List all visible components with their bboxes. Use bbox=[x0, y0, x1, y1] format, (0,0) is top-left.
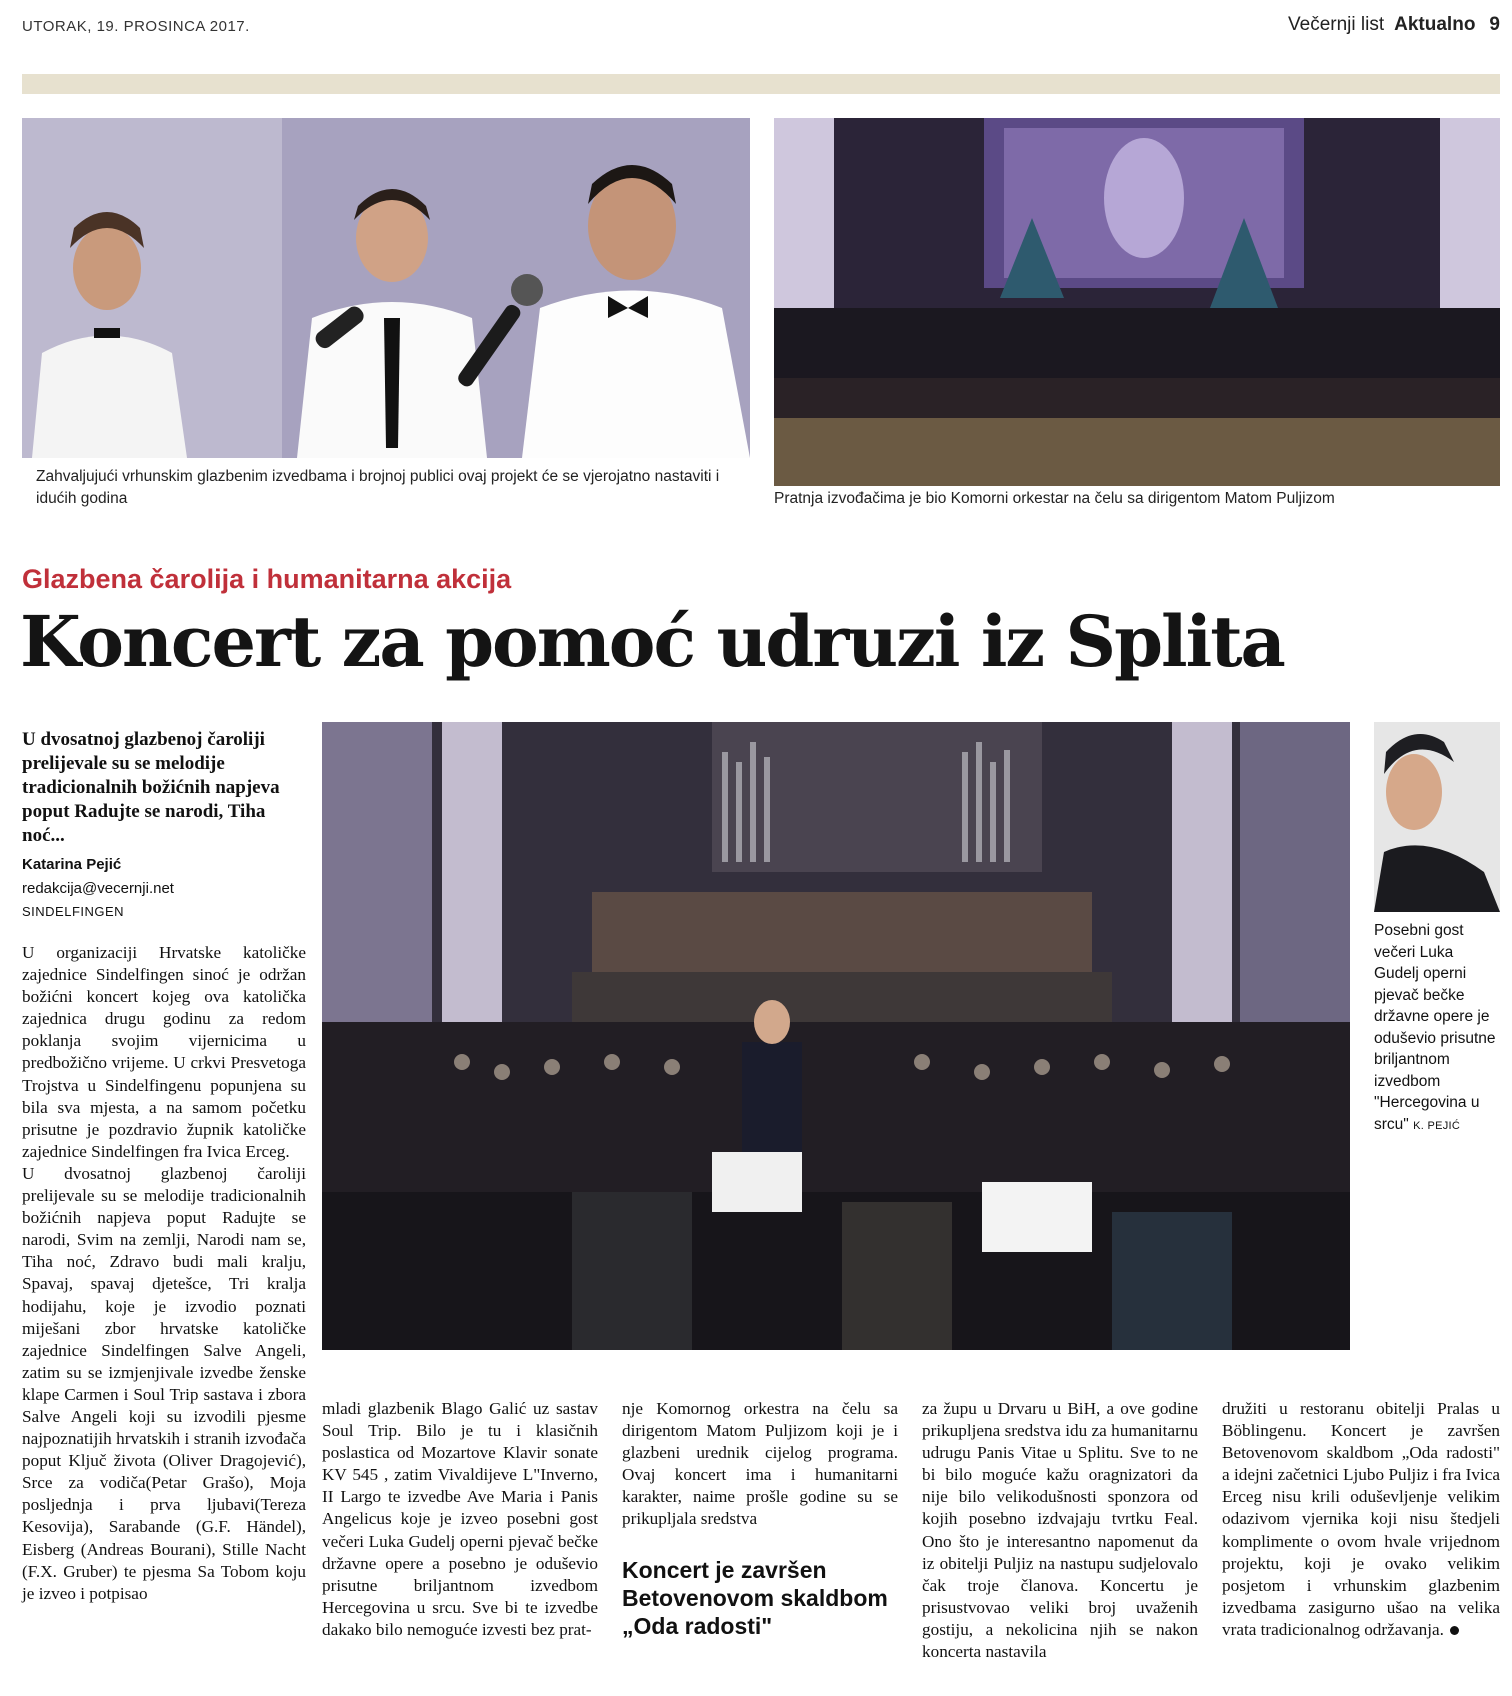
page-number: 9 bbox=[1489, 14, 1500, 35]
article-kicker: Glazbena čarolija i humanitarna akcija bbox=[22, 564, 512, 594]
paragraph: za župu u Drvaru u BiH, a ove godine prikupljena sredstva idu za humanitarnu udrugu Panis Vitae u Splitu. Sve to ne bi bilo moguće kažu oragnizatori da nije bilo velikodušnosti sponzora od kojih posebno izdvajaju tvrtku Feal. Ono što je interesantno napomenut da iz obitelji Puljiz na nastupu sudjelovalo čak troje članova. Koncertu je prisustvovao veliki broj uvaženih gostiju, a nekolicina njih se nakon koncerta nastavila bbox=[922, 1399, 1198, 1662]
header-band bbox=[22, 74, 1500, 94]
end-mark-icon bbox=[1450, 1626, 1459, 1635]
photo-luka-gudelj bbox=[1374, 722, 1500, 912]
paragraph: nje Komornog orkestra na čelu sa dirigentom Matom Puljizom koji je i glazbeni urednik cijelog programa. Ovaj koncert ima i humanitarni karakter, naime prošle godine su se prikupljala sredstva bbox=[622, 1399, 898, 1529]
photo-singers bbox=[22, 118, 750, 458]
article-column-3 bbox=[622, 1398, 898, 1531]
article-column-5 bbox=[1222, 1398, 1500, 1641]
caption-luka-gudelj bbox=[1374, 920, 1500, 1137]
author-name: Katarina Pejić bbox=[22, 856, 122, 873]
caption-church-audience: Pratnja izvođačima je bio Komorni orkestar na čelu sa dirigentom Matom Puljizom bbox=[774, 490, 1335, 507]
article-lead: U dvosatnoj glazbenoj čaroliji prelijevale su se melodije tradicionalnih božićnih napjeva poput Radujte se narodi, Tiha noć... bbox=[22, 729, 280, 846]
photo-church-audience bbox=[774, 118, 1500, 486]
section-name: Aktualno bbox=[1394, 14, 1476, 35]
last-paragraph-text: družiti u restoranu obitelji Pralas u Böblingenu. Koncert je završen Betovenovom skaldbom „Oda radosti" a idejni začetnici Ljubo Puljiz i fra Ivica Erceg nisu krili oduševljenje velikim odazivom vjernika koji nisu štedjeli komplimente o ovom hvale vrijednom projektu, koji je ovako velikim posjetom i vrhunskim glazbenim izvedbama zasigurno ušao na velika vrata tradicionalnog održavanja. bbox=[1222, 1399, 1500, 1639]
author-email[interactable]: redakcija@vecernji.net bbox=[22, 880, 174, 897]
dateline: SINDELFINGEN bbox=[22, 904, 125, 919]
article-headline: Koncert za pomoć udruzi iz Splita bbox=[20, 600, 1284, 683]
article-column-2 bbox=[322, 1398, 598, 1641]
publication-name: Večernji list bbox=[1288, 14, 1385, 35]
photo-concert-orchestra bbox=[322, 722, 1350, 1350]
photo-credit: K. PEJIĆ bbox=[1413, 1119, 1461, 1132]
page-header-right bbox=[1288, 14, 1500, 36]
caption-singers: Zahvaljujući vrhunskim glazbenim izvedbama i brojnoj publici ovaj projekt će se vjerojatno nastaviti i idućih godina bbox=[36, 468, 720, 507]
article-column-4 bbox=[922, 1398, 1198, 1663]
paragraph: mladi glazbenik Blago Galić uz sastav Soul Trip. Bilo je tu i klasičnih poslastica od Mozartove Klavir sonate KV 545 , zatim Vivaldijeve L"Inverno, II Largo te izvedbe Ave Maria i Panis Angelicus koje je izveo posebni gost večeri Luka Gudelj operni pjevač bečke državne opere a posebno je oduševio prisutne briljantnom izvedbom Hercegovina u srcu. Sve bi te izvedbe dakako bilo nemoguće izvesti bez prat- bbox=[322, 1399, 598, 1639]
issue-date: UTORAK, 19. PROSINCA 2017. bbox=[22, 18, 250, 35]
paragraph: U dvosatnoj glazbenoj čaroliji prelijevale su se melodije tradicionalnih božićnih napjeva poput Radujte se narodi, Svim na zemlji, Narodi nam se, Tiha noć, Zdravo budi mali kralju, Spavaj, spavaj djetešce, Tri kralja hodijahu, koje je izvodio poznati miješani zbor hrvatske katoličke zajednice Sindelfingen Salve Angeli, zatim su se izmjenjivale izvedbe ženske klape Carmen i Soul Trip sastava i zbora Salve Angeli koji su izvodili pjesme najpoznatijih hrvatskih i stranih izvođača poput Ključ života (Oliver Dragojević), Srce za vodiča(Petar Grašo), Moja posljednja i prva ljubavi(Tereza Kesovija), Sarabande (G.F. Händel), Eisberg (Andreas Bourani), Stille Nacht (F.X. Gruber) te pjesma Sa Tobom koju je izveo i potpisao bbox=[22, 1163, 306, 1603]
paragraph: U organizaciji Hrvatske katoličke zajednice Sindelfingen sinoć je održan božićni koncert kojeg ova katolička zajednica drugu godinu za redom poklanja svojim vijernicima u predbožično vrijeme. U crkvi Presvetoga Trojstva u Sindelfingenu popunjena su bila sva mjesta, a na samom početku prisutne je pozdravio župnik katoličke zajednice Sindelfingen fra Ivica Erceg. bbox=[22, 943, 306, 1161]
article-column-1 bbox=[22, 942, 306, 1605]
article-subhead: Koncert je završen Betovenovom skaldbom „Oda radosti" bbox=[622, 1557, 888, 1639]
paragraph bbox=[1222, 1398, 1500, 1641]
portrait-caption-text: Posebni gost večeri Luka Gudelj operni pjevač bečke državne opere je oduševio prisutne briljantnom izvedbom "Hercegovina u srcu" bbox=[1374, 922, 1496, 1133]
